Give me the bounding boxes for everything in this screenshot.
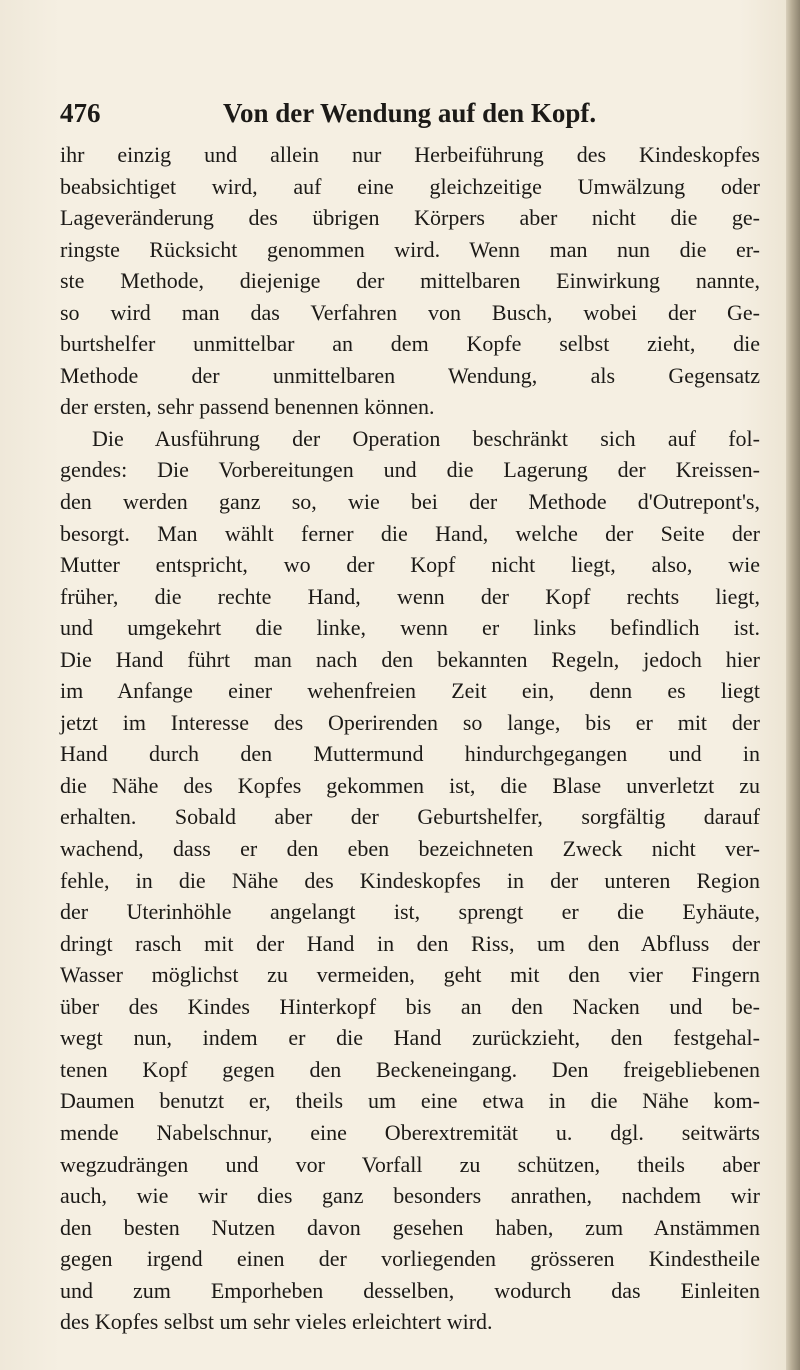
text-line: beabsichtiget wird, auf eine gleichzeitige Umwälzung oder xyxy=(60,173,760,199)
text-line: Daumen benutzt er, theils um eine etwa in die Nähe kom- xyxy=(60,1088,760,1114)
text-line: Wasser möglichst zu vermeiden, geht mit den vier Fingern xyxy=(60,962,760,988)
text-line: ste Methode, diejenige der mittelbaren Einwirkung nannte, xyxy=(60,268,760,294)
text-line: dringt rasch mit der Hand in den Riss, um den Abfluss der xyxy=(60,930,760,956)
text-line: ihr einzig und allein nur Herbeiführung des Kindeskopfes xyxy=(60,142,760,167)
text-line: gegen irgend einen der vorliegenden grösseren Kindestheile xyxy=(60,1246,760,1272)
running-head: Von der Wendung auf den Kopf. xyxy=(223,98,597,128)
text-line: Die Ausführung der Operation beschränkt sich auf fol- xyxy=(92,425,760,451)
text-line: über des Kindes Hinterkopf bis an den Nacken und be- xyxy=(60,993,760,1019)
page-header xyxy=(60,98,760,132)
text-line: fehle, in die Nähe des Kindeskopfes in der unteren Region xyxy=(60,867,760,893)
text-line: mende Nabelschnur, eine Oberextremität u. dgl. seitwärts xyxy=(60,1119,760,1145)
text-line: Lageveränderung des übrigen Körpers aber nicht die ge- xyxy=(60,205,760,231)
text-line: Die Hand führt man nach den bekannten Regeln, jedoch hier xyxy=(60,646,760,672)
text-line: wegzudrängen und vor Vorfall zu schützen, theils aber xyxy=(60,1151,760,1177)
text-line: burtshelfer unmittelbar an dem Kopfe selbst zieht, die xyxy=(60,331,760,357)
text-line: wachend, dass er den eben bezeichneten Zweck nicht ver- xyxy=(60,836,760,862)
text-line: und zum Emporheben desselben, wodurch das Einleiten xyxy=(60,1277,760,1303)
text-line: Methode der unmittelbaren Wendung, als Gegensatz xyxy=(60,362,760,388)
text-line: ringste Rücksicht genommen wird. Wenn man nun die er- xyxy=(60,236,760,262)
text-line: der ersten, sehr passend benennen können. xyxy=(60,394,435,420)
page-edge xyxy=(786,0,800,1370)
text-line: und umgekehrt die linke, wenn er links befindlich ist. xyxy=(60,615,760,641)
text-line: der Uterinhöhle angelangt ist, sprengt er die Eyhäute, xyxy=(60,899,760,925)
text-line: wegt nun, indem er die Hand zurückzieht, den festgehal- xyxy=(60,1025,760,1051)
text-line: tenen Kopf gegen den Beckeneingang. Den freigebliebenen xyxy=(60,1056,760,1082)
text-line: den werden ganz so, wie bei der Methode d'Outrepont's, xyxy=(60,489,760,515)
text-line: des Kopfes selbst um sehr vieles erleichtert wird. xyxy=(60,1309,493,1335)
text-line: die Nähe des Kopfes gekommen ist, die Blase unverletzt zu xyxy=(60,772,760,798)
text-line: im Anfange einer wehenfreien Zeit ein, denn es liegt xyxy=(60,678,760,704)
text-line: jetzt im Interesse des Operirenden so lange, bis er mit der xyxy=(60,709,760,735)
text-line: auch, wie wir dies ganz besonders anrathen, nachdem wir xyxy=(60,1183,760,1209)
text-line: erhalten. Sobald aber der Geburtshelfer, sorgfältig darauf xyxy=(60,804,760,830)
text-line: gendes: Die Vorbereitungen und die Lagerung der Kreissen- xyxy=(60,457,760,483)
body-text xyxy=(60,139,760,1338)
text-line: Mutter entspricht, wo der Kopf nicht liegt, also, wie xyxy=(60,552,760,578)
text-line: so wird man das Verfahren von Busch, wobei der Ge- xyxy=(60,299,760,325)
text-line: den besten Nutzen davon gesehen haben, zum Anstämmen xyxy=(60,1214,760,1240)
text-line: früher, die rechte Hand, wenn der Kopf rechts liegt, xyxy=(60,583,760,609)
text-line: besorgt. Man wählt ferner die Hand, welche der Seite der xyxy=(60,520,760,546)
text-line: Hand durch den Muttermund hindurchgegangen und in xyxy=(60,741,760,767)
page-number: 476 xyxy=(60,98,101,128)
